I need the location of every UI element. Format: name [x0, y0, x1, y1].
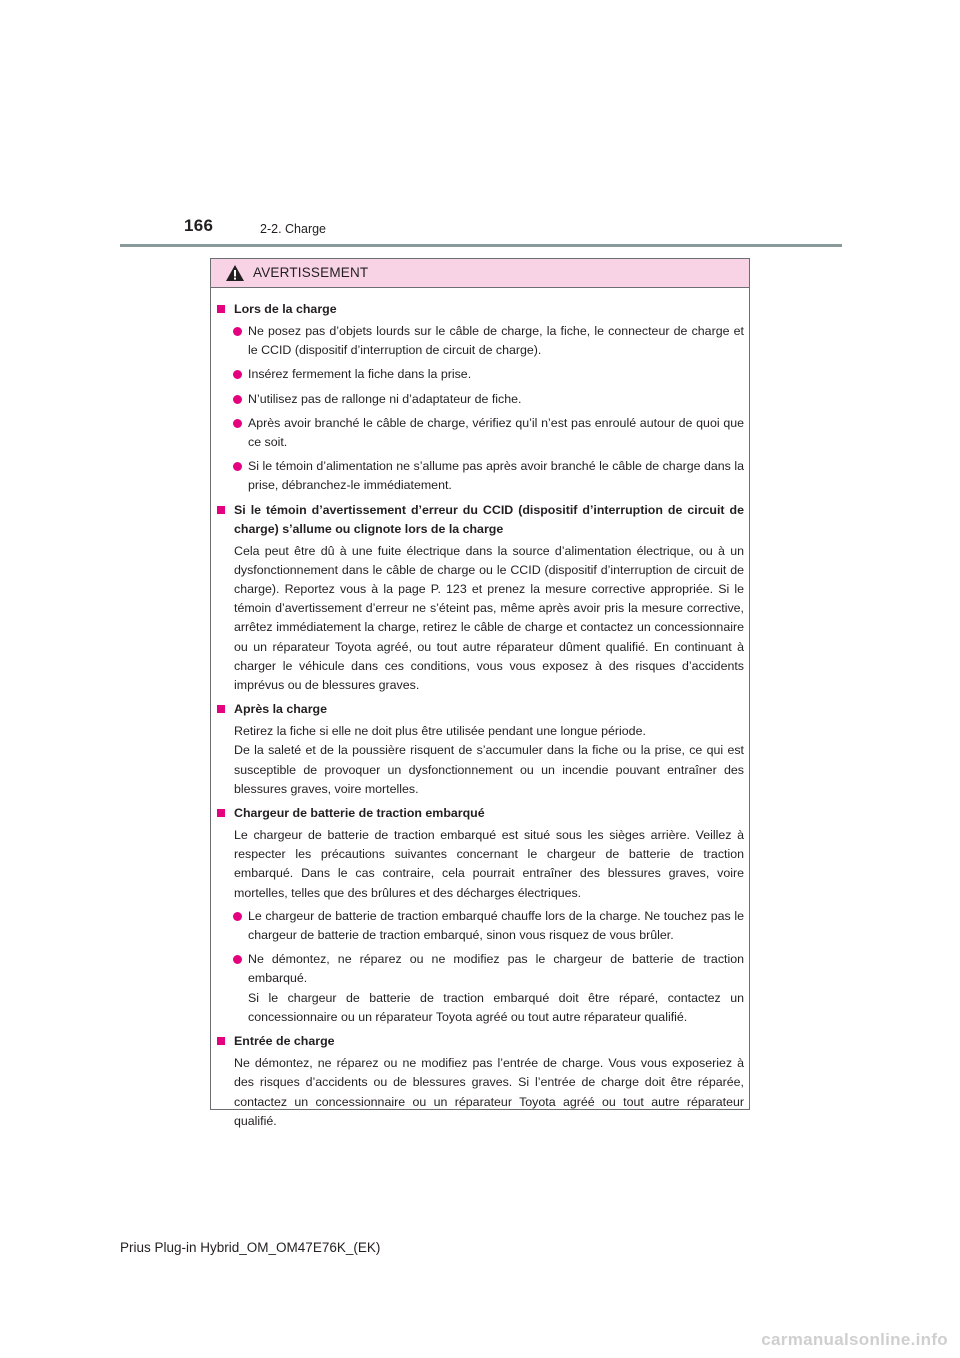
paragraph: Cela peut être dû à une fuite électrique dans la source d’alimentation électrique, ou à un dysfonctionnement dans le câble de charge ou le CCID (dispositif d’interruption de circuit de charge). Reportez vous à la page P. 123 et prenez la mesure corrective appropriée. Si le témoin d’avertissement d’erreur ne s’éteint pas, même après avoir pris la mesure corrective, arrêtez immédiatement la charge, retirez le câble de charge et contactez un concessionnaire ou un réparateur Toyota agréé, ou tout autre réparateur dûment qualifié. En continuant à charger le véhicule dans ces conditions, vous vous exposez à des risques d’accidents imprévus ou de blessures graves.	[234, 543, 744, 693]
header-rule	[120, 244, 842, 247]
list-item-text: Si le témoin d’alimentation ne s’allume pas après avoir branché le câble de charge dans la prise, débranchez-le immédiatement.	[248, 459, 744, 493]
warning-header	[211, 259, 749, 288]
square-bullet-icon	[217, 809, 225, 817]
watermark: carmanualsonline.info	[761, 1330, 948, 1349]
list-item-text: Après avoir branché le câble de charge, vérifiez qu’il n’est pas enroulé autour de quoi que ce soit.	[248, 415, 744, 450]
warning-title: AVERTISSEMENT	[253, 265, 369, 280]
dot-bullet-icon	[233, 327, 242, 336]
section-heading	[216, 501, 744, 539]
warning-section	[216, 804, 744, 1027]
square-bullet-icon	[217, 1037, 225, 1045]
section-heading	[216, 804, 744, 823]
warning-section	[216, 1032, 744, 1131]
section-heading-text: Chargeur de batterie de traction embarqué	[234, 806, 485, 821]
paragraph: Le chargeur de batterie de traction embarqué est situé sous les sièges arrière. Veillez à respecter les précautions suivantes concernant le chargeur de batterie de traction embarqué. Dans le cas contraire, cela pourrait entraîner des blessures graves, voire mortelles, telles que des brûlures et des décharges électriques.	[234, 828, 744, 900]
list-item-text: Le chargeur de batterie de traction embarqué chauffe lors de la charge. Ne touchez pas le chargeur de batterie de traction embarqué, sinon vous risquez de vous brûler.	[248, 908, 744, 943]
warning-body	[211, 288, 749, 1131]
dot-bullet-icon	[233, 419, 242, 428]
dot-bullet-icon	[233, 912, 242, 921]
dot-bullet-icon	[233, 955, 242, 964]
section-heading-text: Après la charge	[234, 702, 327, 717]
list-item-continuation: Si le chargeur de batterie de traction embarqué doit être réparé, contactez un concessionnaire ou un réparateur Toyota agréé ou tout autre réparateur qualifié.	[248, 990, 744, 1024]
warning-section	[216, 501, 744, 696]
square-bullet-icon	[217, 305, 225, 313]
list-item	[216, 414, 744, 452]
paragraph: De la saleté et de la poussière risquent de s’accumuler dans la fiche ou la prise, ce qui est susceptible de provoquer un dysfonctionnement ou un incendie pouvant entraîner des blessures graves, voire mortelles.	[234, 743, 744, 796]
warning-triangle-icon	[225, 264, 245, 282]
list-item	[216, 365, 744, 384]
section-heading	[216, 1032, 744, 1051]
footer-document-id: Prius Plug-in Hybrid_OM_OM47E76K_(EK)	[120, 1240, 381, 1255]
section-heading	[216, 300, 744, 319]
paragraph: Ne démontez, ne réparez ou ne modifiez pas l’entrée de charge. Vous vous exposeriez à des risques d’accidents ou de blessures graves. Si l’entrée de charge doit être réparée, contactez un concessionnaire ou un réparateur Toyota agréé ou tout autre réparateur qualifié.	[234, 1056, 744, 1128]
warning-section	[216, 300, 744, 496]
square-bullet-icon	[217, 506, 225, 514]
section-heading-text: Lors de la charge	[234, 302, 337, 316]
dot-bullet-icon	[233, 370, 242, 379]
list-item	[216, 457, 744, 495]
section-title: 2-2. Charge	[260, 222, 327, 236]
list-item	[216, 950, 744, 1027]
list-item-text: Ne posez pas d’objets lourds sur le câble de charge, la fiche, le connecteur de charge et le CCID (dispositif d’interruption de circuit de charge).	[248, 324, 744, 358]
square-bullet-icon	[217, 705, 225, 713]
dot-bullet-icon	[233, 462, 242, 471]
list-item	[216, 907, 744, 945]
section-heading-text: Si le témoin d’avertissement d’erreur du CCID (dispositif d’interruption de circuit de charge) s’allume ou clignote lors de la charge	[234, 502, 744, 536]
paragraph: Retirez la fiche si elle ne doit plus être utilisée pendant une longue période.	[234, 724, 646, 739]
list-item	[216, 390, 744, 409]
section-heading-text: Entrée de charge	[234, 1034, 335, 1049]
warning-box	[210, 258, 750, 1128]
dot-bullet-icon	[233, 395, 242, 404]
page-number: 166	[184, 216, 214, 235]
list-item-text: Insérez fermement la fiche dans la prise.	[248, 367, 472, 382]
list-item-text: N’utilisez pas de rallonge ni d’adaptateur de fiche.	[248, 391, 522, 406]
warning-section	[216, 700, 744, 799]
section-heading	[216, 700, 744, 719]
list-item-text: Ne démontez, ne réparez ou ne modifiez pas le chargeur de batterie de traction embarqué.	[248, 952, 744, 986]
list-item	[216, 322, 744, 360]
